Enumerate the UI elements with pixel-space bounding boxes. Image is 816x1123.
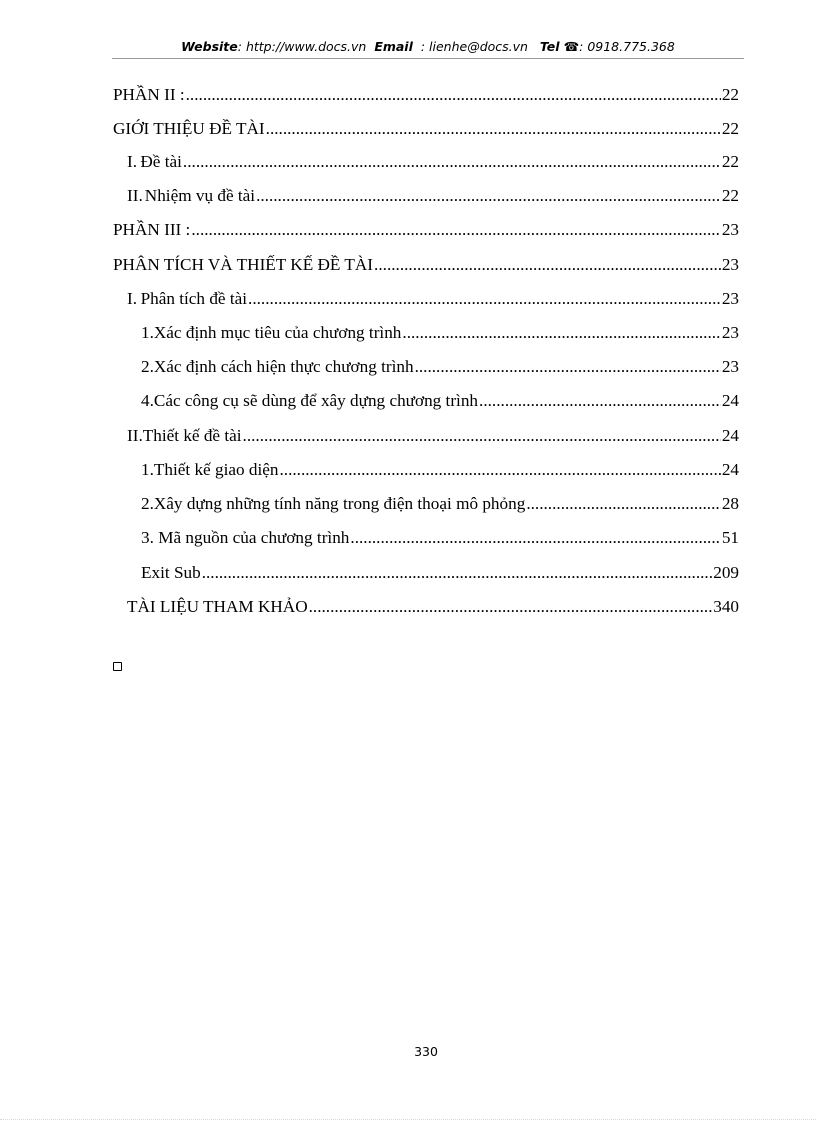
- toc-entry-number: 1.: [141, 460, 154, 479]
- toc-entry-page: 23: [721, 323, 739, 342]
- dot-leader: [350, 527, 720, 549]
- toc-entry[interactable]: [141, 322, 739, 344]
- dot-leader: [309, 596, 713, 618]
- toc-entry[interactable]: [127, 596, 739, 618]
- toc-entry[interactable]: [141, 459, 739, 481]
- toc-entry-number: 2.: [141, 494, 154, 513]
- toc-entry-title: PHẦN II :: [113, 85, 185, 104]
- dot-leader: [526, 493, 721, 515]
- toc-entry[interactable]: [113, 254, 739, 276]
- toc-entry-page: 23: [721, 357, 739, 376]
- dot-leader: [202, 562, 713, 584]
- email-label: Email: [374, 39, 413, 54]
- toc-entry-title: PHẦN III :: [113, 220, 191, 239]
- dot-leader: [186, 84, 721, 106]
- dot-leader: [415, 356, 721, 378]
- toc-entry-title: PHÂN TÍCH VÀ THIẾT KẾ ĐỀ TÀI: [113, 255, 374, 274]
- page-number: 330: [414, 1044, 438, 1059]
- toc-entry-title: Exit Sub: [141, 563, 201, 582]
- dot-leader: [183, 151, 721, 173]
- toc-entry[interactable]: [141, 390, 739, 412]
- toc-entry-page: 23: [721, 289, 739, 308]
- tel-value: : 0918.775.368: [579, 39, 675, 54]
- phone-icon: ☎: [563, 39, 580, 54]
- dot-leader: [479, 390, 721, 412]
- toc-entry-title: Thiết kế giao diện: [153, 460, 279, 479]
- footer-divider: [0, 1119, 816, 1120]
- dot-leader: [266, 118, 721, 140]
- toc-entry-title: Xác định cách hiện thực chương trình: [153, 357, 414, 376]
- checkbox-icon: [113, 662, 122, 671]
- toc-entry[interactable]: [141, 356, 739, 378]
- toc-entry-title: Đề tài: [140, 152, 182, 171]
- website-value: : http://www.docs.vn: [237, 39, 367, 54]
- toc-entry[interactable]: [141, 527, 739, 549]
- toc-entry-number: 1.: [141, 323, 154, 342]
- toc-entry-page: 22: [721, 152, 739, 171]
- toc-entry-page: 51: [721, 528, 739, 547]
- toc-entry[interactable]: [127, 151, 739, 173]
- toc-entry-page: 209: [713, 563, 739, 582]
- toc-entry-number: 4.: [141, 391, 154, 410]
- toc-entry[interactable]: [141, 493, 739, 515]
- toc-entry[interactable]: [127, 288, 739, 310]
- dot-leader: [402, 322, 720, 344]
- toc-entry-title: Phân tích đề tài: [140, 289, 248, 308]
- toc-entry-number: I.: [127, 152, 138, 171]
- toc-entry[interactable]: [113, 84, 739, 106]
- toc-entry[interactable]: [141, 562, 739, 584]
- toc-entry-page: 22: [721, 119, 739, 138]
- toc-entry-page: 340: [713, 597, 739, 616]
- toc-entry-page: 28: [721, 494, 739, 513]
- tel-label: Tel: [539, 39, 560, 54]
- toc-entry-title: Xác định mục tiêu của chương trình: [153, 323, 402, 342]
- dot-leader: [256, 185, 721, 207]
- email-value: : lienhe@docs.vn: [420, 39, 528, 54]
- toc-entry-number: II.: [127, 186, 143, 205]
- page-header: [112, 38, 744, 56]
- toc-entry-title: TÀI LIỆU THAM KHẢO: [127, 597, 308, 616]
- website-label: Website: [181, 39, 238, 54]
- toc-entry-page: 22: [721, 186, 739, 205]
- toc-entry-page: 22: [721, 85, 739, 104]
- toc-entry-title: Xây dựng những tính năng trong điện thoại mô phỏng: [153, 494, 526, 513]
- dot-leader: [243, 425, 721, 447]
- toc-entry-title: GIỚI THIỆU ĐỀ TÀI: [113, 119, 265, 138]
- toc-entry-page: 23: [721, 220, 739, 239]
- toc-entry-number: 2.: [141, 357, 154, 376]
- toc-entry-page: 23: [721, 255, 739, 274]
- dot-leader: [374, 254, 721, 276]
- dot-leader: [248, 288, 721, 310]
- toc-entry-title: Mã nguồn của chương trình: [153, 528, 350, 547]
- toc-entry-page: 24: [721, 426, 739, 445]
- toc-entry-title: Các công cụ sẽ dùng để xây dựng chương trình: [153, 391, 479, 410]
- toc-entry-title: II.Thiết kế đề tài: [127, 426, 242, 445]
- toc-entry[interactable]: [113, 219, 739, 241]
- toc-entry[interactable]: [127, 425, 739, 447]
- toc-entry-number: I.: [127, 289, 138, 308]
- toc-entry-page: 24: [721, 391, 739, 410]
- dot-leader: [279, 459, 720, 481]
- toc-entry[interactable]: [127, 185, 739, 207]
- toc-entry-number: 3.: [141, 528, 154, 547]
- toc-entry-title: Nhiệm vụ đề tài: [144, 186, 256, 205]
- dot-leader: [191, 219, 720, 241]
- toc-entry[interactable]: [113, 118, 739, 140]
- toc-entry-page: 24: [721, 460, 739, 479]
- header-divider: [112, 58, 744, 59]
